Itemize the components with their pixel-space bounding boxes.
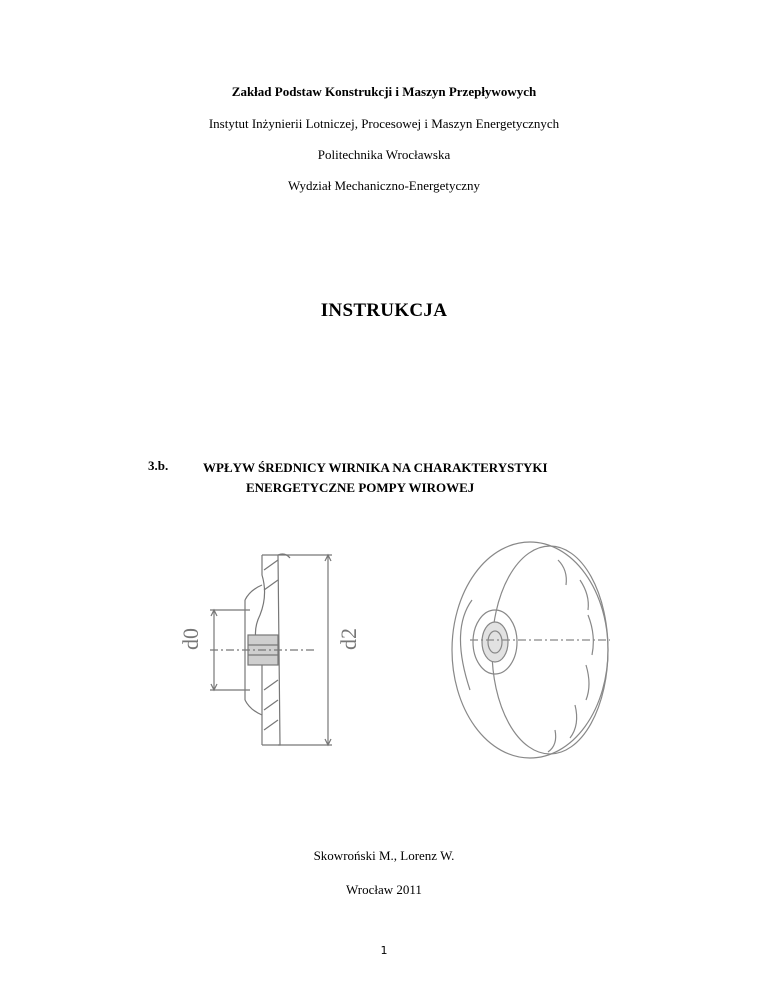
section-number: 3.b. (148, 458, 169, 473)
institution-name: Zakład Podstaw Konstrukcji i Maszyn Przepływowych (231, 84, 537, 99)
document-title: INSTRUKCJA (320, 300, 448, 321)
university-name: Politechnika Wrocławska (317, 147, 451, 162)
dimension-d2-label: d2 (336, 628, 361, 650)
impeller-figure (150, 540, 620, 770)
section-title-line-1: WPŁYW ŚREDNICY WIRNIKA NA CHARAKTERYSTYKI (203, 460, 548, 475)
institute-name: Instytut Inżynierii Lotniczej, Procesowej i Maszyn Energetycznych (208, 116, 560, 131)
page-number: 1 (380, 944, 388, 957)
impeller-cross-section-drawing (210, 554, 332, 745)
dimension-d0-label: d0 (178, 628, 203, 650)
faculty-name: Wydział Mechaniczno-Energetyczny (287, 178, 481, 193)
authors: Skowroński M., Lorenz W. (313, 848, 455, 863)
section-title (203, 458, 643, 498)
section-title-line-2: ENERGETYCZNE POMPY WIROWEJ (246, 480, 475, 495)
impeller-perspective-drawing (452, 542, 610, 758)
place-and-year: Wrocław 2011 (346, 882, 422, 897)
